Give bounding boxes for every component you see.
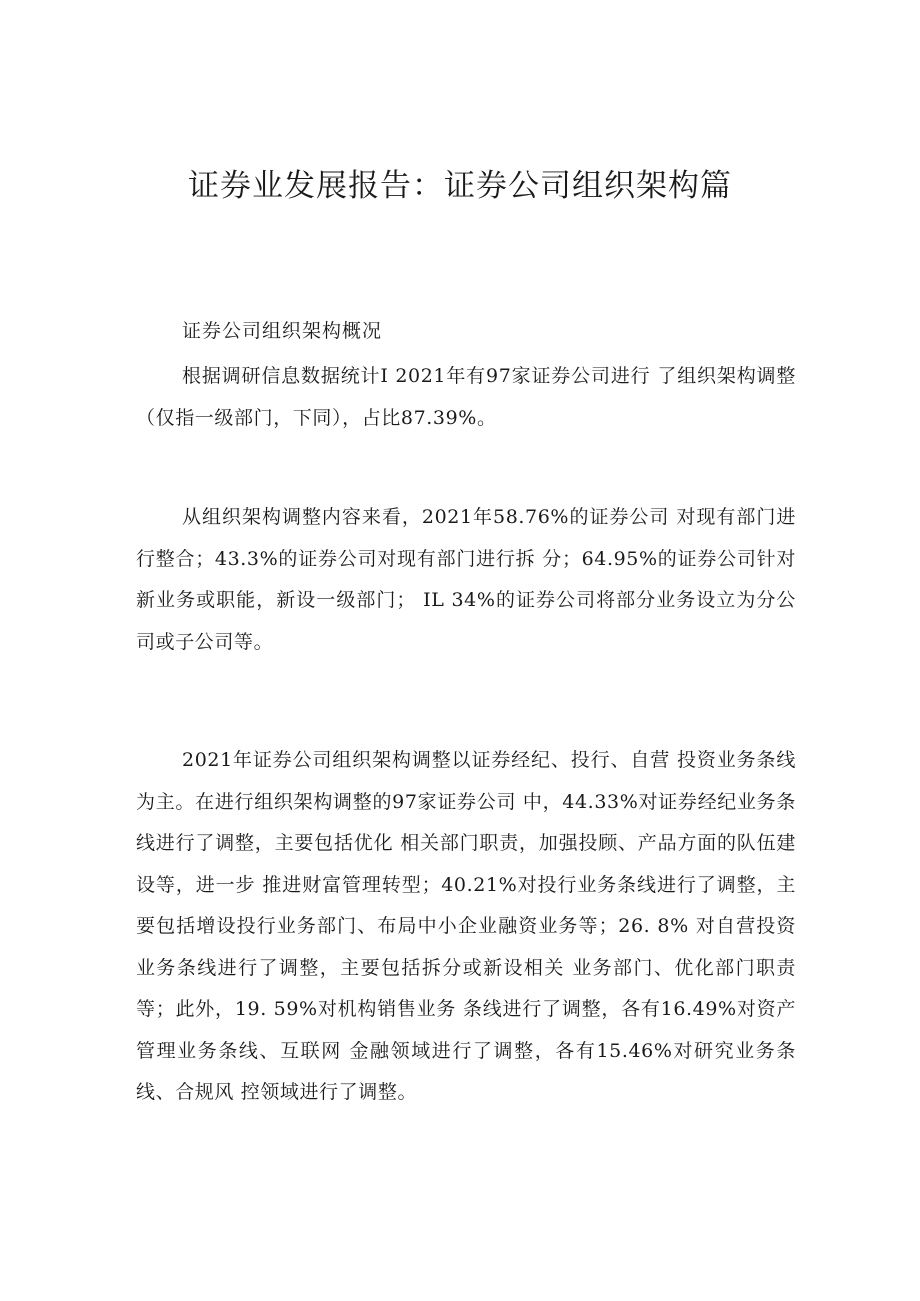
paragraph-1: 根据调研信息数据统计I 2021年有97家证券公司进行 了组织架构调整（仅指一级部门，下同），占比87.39%。 [136, 365, 796, 429]
page-title: 证券业发展报告：证券公司组织架构篇 [188, 168, 732, 204]
section-heading: 证券公司组织架构概况 [182, 320, 383, 342]
paragraph-3: 2021年证券公司组织架构调整以证券经纪、投行、自营 投资业务条线为主。在进行组织架构调整的97家证券公司 中，44.33%对证券经纪业务条线进行了调整，主要包括优化 相关部门职责，加强投顾、产品方面的队伍建设等，进一步 推进财富管理转型；40.21%对投行业务条线进行了调整，主 要包括增设投行业务部门、布局中小企业融资业务等；26. 8% 对自营投资业务条线进行了调整，主要包括拆分或新设相关 业务部门、优化部门职责等；此外，19. 59%对机构销售业务 条线进行了调整，各有16.49%对资产管理业务条线、互联网 金融领域进行了调整，各有15.46%对研究业务条线、合规风 控领域进行了调整。 [136, 749, 796, 1103]
paragraph-2: 从组织架构调整内容来看，2021年58.76%的证券公司 对现有部门进行整合；43.3%的证券公司对现有部门进行拆 分；64.95%的证券公司针对新业务或职能，新设一级部门； IL 34%的证券公司将部分业务设立为分公司或子公司等。 [136, 506, 796, 653]
